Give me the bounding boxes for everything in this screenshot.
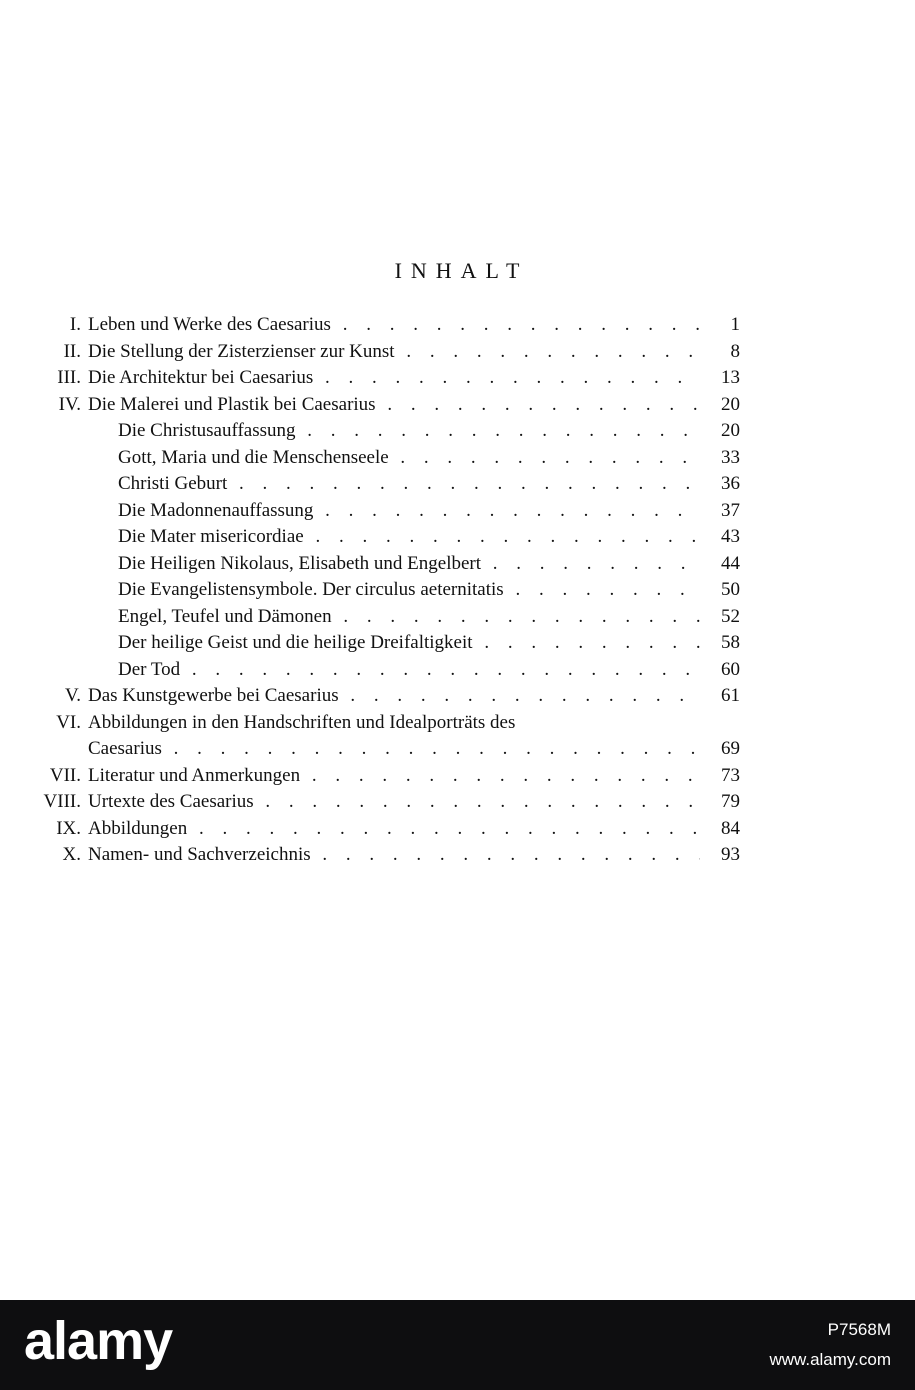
- entry-number: IV.: [58, 393, 81, 415]
- entry-title: Christi Geburt . . .: [118, 471, 700, 498]
- table-of-contents: [30, 312, 740, 869]
- entry-title: Die Madonnenauffassung . . .: [118, 498, 700, 525]
- entry-page: 20: [721, 393, 740, 415]
- entry-page: 43: [721, 526, 740, 547]
- entry-number: IX.: [56, 817, 81, 839]
- toc-subentry: [30, 577, 740, 604]
- entry-page: 50: [721, 579, 740, 600]
- image-id: P7568M: [827, 1320, 891, 1339]
- toc-entry: [30, 339, 740, 366]
- entry-title: Die Heiligen Nikolaus, Elisabeth und Engelbert . . .: [118, 551, 700, 578]
- toc-entry: [30, 816, 740, 843]
- entry-page: 60: [721, 658, 740, 680]
- toc-subentry: [30, 604, 740, 631]
- entry-page: 44: [721, 552, 740, 574]
- entry-page: 37: [721, 499, 740, 521]
- entry-page: 73: [721, 764, 740, 786]
- entry-title: Die Architektur bei Caesarius . . .: [88, 365, 700, 392]
- brand-logo: alamy: [24, 1311, 173, 1371]
- toc-entry: [30, 789, 740, 816]
- entry-number: X.: [62, 844, 81, 865]
- entry-page: 13: [721, 367, 740, 388]
- entry-title: Der heilige Geist und die heilige Dreifaltigkeit . . .: [118, 630, 700, 657]
- entry-title: Die Evangelistensymbole. Der circulus aeternitatis . . .: [118, 577, 700, 604]
- entry-page: 52: [721, 605, 740, 627]
- entry-title: Der Tod . . .: [118, 657, 700, 684]
- entry-page: 84: [721, 817, 740, 839]
- entry-page: 1: [730, 314, 740, 335]
- toc-entry: [30, 392, 740, 419]
- entry-page: 69: [721, 738, 740, 759]
- site-url: www.alamy.com: [769, 1350, 891, 1369]
- entry-title: Die Mater misericordiae . . .: [118, 524, 700, 551]
- entry-title: Namen- und Sachverzeichnis . . .: [88, 842, 700, 869]
- entry-page: 8: [730, 340, 740, 362]
- entry-number: VIII.: [43, 791, 81, 812]
- entry-number: II.: [63, 340, 81, 362]
- toc-subentry: [30, 524, 740, 551]
- watermark-banner: [0, 1300, 915, 1390]
- entry-title: Urtexte des Caesarius . . .: [88, 789, 700, 816]
- entry-title: Abbildungen . . .: [88, 816, 700, 843]
- toc-entry: [30, 763, 740, 790]
- entry-number: III.: [57, 367, 81, 388]
- entry-number: V.: [64, 685, 81, 706]
- entry-title: Caesarius . . .: [88, 736, 700, 763]
- entry-page: 20: [721, 420, 740, 441]
- entry-title: Gott, Maria und die Menschenseele . . .: [118, 445, 700, 472]
- toc-entry: [30, 710, 740, 737]
- toc-subentry: [30, 551, 740, 578]
- entry-title: Literatur und Anmerkungen . . .: [88, 763, 700, 790]
- toc-entry: [30, 365, 740, 392]
- entry-number: I.: [69, 314, 81, 335]
- entry-title: Die Stellung der Zisterzienser zur Kunst . . .: [88, 339, 700, 366]
- toc-entry: [30, 312, 740, 339]
- entry-title: Abbildungen in den Handschriften und Idealporträts des: [88, 711, 516, 733]
- toc-subentry: [30, 418, 740, 445]
- entry-title: Die Malerei und Plastik bei Caesarius . . .: [88, 392, 700, 419]
- toc-entry-continuation: [30, 736, 740, 763]
- entry-number: VII.: [49, 764, 81, 786]
- toc-subentry: [30, 657, 740, 684]
- toc-subentry: [30, 630, 740, 657]
- toc-subentry: [30, 471, 740, 498]
- entry-page: 58: [721, 632, 740, 653]
- entry-page: 93: [721, 844, 740, 865]
- entry-title: Die Christusauffassung . . .: [118, 418, 700, 445]
- entry-page: 33: [721, 446, 740, 468]
- toc-subentry: [30, 445, 740, 472]
- entry-number: VI.: [56, 711, 81, 733]
- toc-entry: [30, 683, 740, 710]
- entry-page: 36: [721, 473, 740, 494]
- toc-subentry: [30, 498, 740, 525]
- entry-page: 79: [721, 791, 740, 812]
- entry-title: Das Kunstgewerbe bei Caesarius . . .: [88, 683, 700, 710]
- entry-title: Engel, Teufel und Dämonen . . .: [118, 604, 700, 631]
- entry-page: 61: [721, 685, 740, 706]
- toc-entry: [30, 842, 740, 869]
- entry-title: Leben und Werke des Caesarius . . .: [88, 312, 700, 339]
- page-title: INHALT: [394, 258, 529, 283]
